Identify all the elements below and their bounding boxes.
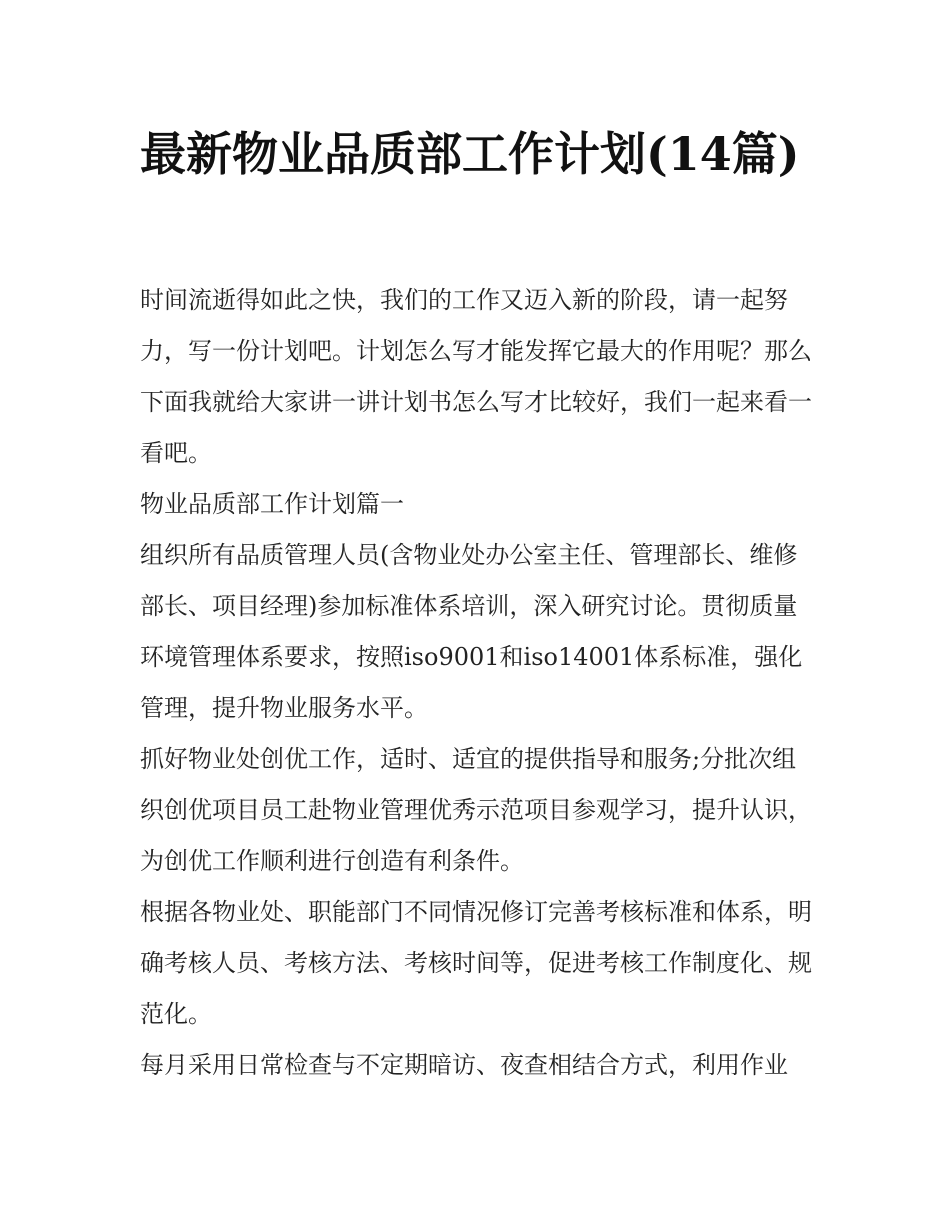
intro-paragraph: 时间流逝得如此之快，我们的工作又迈入新的阶段，请一起努力，写一份计划吧。计划怎么写才能发挥它最大的作用呢？那么下面我就给大家讲一讲计划书怎么写才比较好，我们一起来看一看吧。 xyxy=(140,286,812,467)
document-body xyxy=(140,275,820,1091)
body-paragraph: 抓好物业处创优工作，适时、适宜的提供指导和服务;分批次组织创优项目员工赴物业管理优秀示范项目参观学习，提升认识，为创优工作顺利进行创造有利条件。 xyxy=(140,745,812,875)
body-paragraph: 每月采用日常检查与不定期暗访、夜查相结合方式，利用作业 xyxy=(140,1051,788,1079)
body-paragraph: 组织所有品质管理人员(含物业处办公室主任、管理部长、维修部长、项目经理)参加标准体系培训，深入研究讨论。贯彻质量环境管理体系要求，按照iso9001和iso14001体系标准，强化管理，提升物业服务水平。 xyxy=(140,541,803,722)
document-title: 最新物业品质部工作计划(14篇) xyxy=(140,127,800,181)
section-heading: 物业品质部工作计划篇一 xyxy=(140,490,404,518)
body-paragraph: 根据各物业处、职能部门不同情况修订完善考核标准和体系，明确考核人员、考核方法、考核时间等，促进考核工作制度化、规范化。 xyxy=(140,898,812,1028)
